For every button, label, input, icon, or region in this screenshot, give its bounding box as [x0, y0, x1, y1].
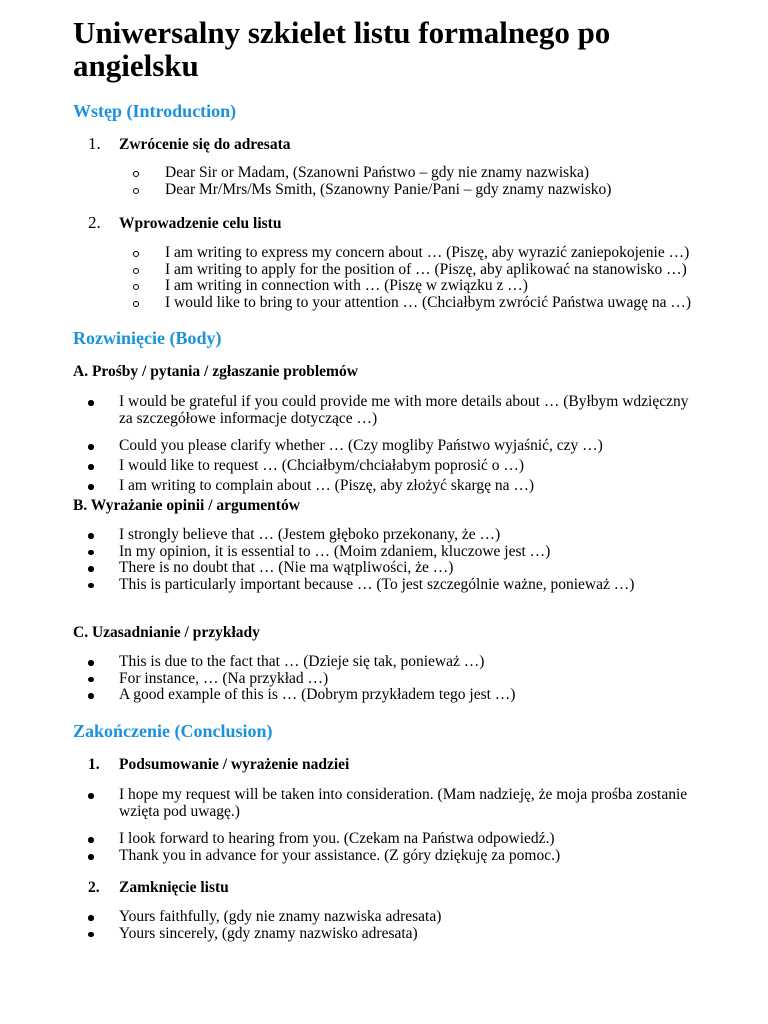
- phrase-item: [73, 671, 698, 688]
- phrase-text: I would like to bring to your attention … (Chciałbym zwrócić Państwa uwagę na …): [165, 293, 692, 311]
- phrase-text: A good example of this is … (Dobrym przykładem tego jest …): [119, 686, 516, 703]
- phrase-text: I hope my request will be taken into consideration. (Mam nadzieję, że moja prośba zostanie wzięta pod uwagę.): [119, 786, 688, 820]
- bullet-icon: [88, 464, 94, 470]
- hollow-bullet-icon: [133, 171, 139, 177]
- phrase-list: [73, 245, 698, 311]
- hollow-bullet-icon: [133, 251, 139, 257]
- bullet-icon: [88, 793, 94, 799]
- phrase-item: [73, 262, 698, 279]
- bullet-icon: [88, 693, 94, 699]
- phrase-text: I am writing in connection with … (Piszę w związku z …): [165, 277, 528, 294]
- step-label: Wprowadzenie celu listu: [119, 215, 282, 232]
- step-label: Zamknięcie listu: [119, 879, 229, 896]
- phrase-text: For instance, … (Na przykład …): [119, 669, 329, 687]
- step-number: 1.: [88, 134, 101, 153]
- phrase-item: [73, 544, 698, 561]
- section-heading-body: Rozwinięcie (Body): [73, 328, 222, 348]
- section-heading-introduction: Wstęp (Introduction): [73, 101, 237, 121]
- phrase-item: [73, 687, 698, 704]
- hollow-bullet-icon: [133, 188, 139, 194]
- phrase-item: [73, 560, 698, 577]
- phrase-text: This is particularly important because … (To jest szczególnie ważne, ponieważ …): [119, 575, 635, 593]
- bullet-icon: [88, 550, 94, 556]
- phrase-item: [73, 478, 698, 495]
- phrase-text: I would be grateful if you could provide me with more details about … (Byłbym wdzięczny za szczegółowe informacje dotyczące …): [119, 393, 689, 427]
- step-label: Podsumowanie / wyrażenie nadziei: [119, 756, 350, 773]
- group-label-b: B. Wyrażanie opinii / argumentów: [73, 497, 300, 514]
- phrase-text: This is due to the fact that … (Dzieje się tak, ponieważ …): [119, 653, 485, 670]
- phrase-text: Thank you in advance for your assistance. (Z góry dziękuję za pomoc.): [119, 847, 561, 864]
- bullet-icon: [88, 660, 94, 666]
- phrase-item: [73, 787, 698, 820]
- phrase-text: I am writing to complain about … (Piszę, aby złożyć skargę na …): [119, 477, 535, 494]
- bullet-icon: [88, 583, 94, 589]
- phrase-list: [73, 165, 698, 198]
- phrase-text: Yours faithfully, (gdy nie znamy nazwiska adresata): [119, 908, 442, 925]
- phrase-text: Yours sincerely, (gdy znamy nazwisko adresata): [119, 924, 418, 942]
- bullet-icon: [88, 400, 94, 406]
- bullet-icon: [88, 533, 94, 539]
- phrase-text: I strongly believe that … (Jestem głęboko przekonany, że …): [119, 526, 501, 543]
- phrase-item: [73, 295, 698, 312]
- phrase-text: In my opinion, it is essential to … (Moim zdaniem, kluczowe jest …): [119, 542, 551, 560]
- phrase-item: [73, 165, 698, 182]
- phrase-item: [73, 278, 698, 295]
- phrase-list: [73, 787, 698, 865]
- bullet-icon: [88, 444, 94, 450]
- phrase-text: I look forward to hearing from you. (Czekam na Państwa odpowiedź.): [119, 830, 555, 847]
- bullet-icon: [88, 915, 94, 921]
- phrase-list: [73, 394, 698, 495]
- phrase-text: I am writing to express my concern about … (Piszę, aby wyrazić zaniepokojenie …): [165, 244, 690, 261]
- step-number: 2.: [88, 879, 100, 896]
- phrase-item: [73, 848, 698, 865]
- phrase-item: [73, 458, 698, 475]
- step-number: 1.: [88, 756, 100, 773]
- bullet-icon: [88, 677, 94, 683]
- phrase-item: [73, 527, 698, 544]
- phrase-text: Dear Sir or Madam, (Szanowni Państwo – gdy nie znamy nazwiska): [165, 164, 589, 181]
- phrase-item: [73, 182, 698, 199]
- phrase-item: [73, 831, 698, 848]
- phrase-list: [73, 654, 698, 704]
- phrase-item: [73, 577, 698, 594]
- phrase-item: [73, 926, 698, 943]
- group-label-a: A. Prośby / pytania / zgłaszanie problemów: [73, 363, 358, 380]
- phrase-item: [73, 394, 698, 427]
- phrase-item: [73, 654, 698, 671]
- group-label-c: C. Uzasadnianie / przykłady: [73, 624, 260, 641]
- document-title: Uniwersalny szkielet listu formalnego po angielsku: [73, 15, 611, 83]
- phrase-item: [73, 438, 698, 455]
- phrase-text: There is no doubt that … (Nie ma wątpliwości, że …): [119, 559, 454, 576]
- bullet-icon: [88, 837, 94, 843]
- step-label: Zwrócenie się do adresata: [119, 136, 291, 153]
- conclusion-step-2: [73, 879, 698, 897]
- section-heading-conclusion: Zakończenie (Conclusion): [73, 721, 273, 741]
- hollow-bullet-icon: [133, 268, 139, 274]
- conclusion-step-1: [73, 756, 698, 774]
- bullet-icon: [88, 566, 94, 572]
- bullet-icon: [88, 854, 94, 860]
- hollow-bullet-icon: [133, 301, 139, 307]
- phrase-text: I am writing to apply for the position of … (Piszę, aby aplikować na stanowisko …): [165, 260, 687, 278]
- hollow-bullet-icon: [133, 284, 139, 290]
- bullet-icon: [88, 932, 94, 938]
- phrase-item: [73, 909, 698, 926]
- phrase-text: Could you please clarify whether … (Czy mogliby Państwo wyjaśnić, czy …): [119, 437, 603, 454]
- phrase-list: [73, 909, 698, 942]
- step-number: 2.: [88, 213, 101, 232]
- phrase-text: I would like to request … (Chciałbym/chciałabym poprosić o …): [119, 457, 525, 474]
- bullet-icon: [88, 484, 94, 490]
- intro-step-2: [73, 214, 698, 232]
- phrase-list: [73, 527, 698, 593]
- intro-step-1: [73, 135, 698, 153]
- phrase-item: [73, 245, 698, 262]
- phrase-text: Dear Mr/Mrs/Ms Smith, (Szanowny Panie/Pani – gdy znamy nazwisko): [165, 180, 612, 198]
